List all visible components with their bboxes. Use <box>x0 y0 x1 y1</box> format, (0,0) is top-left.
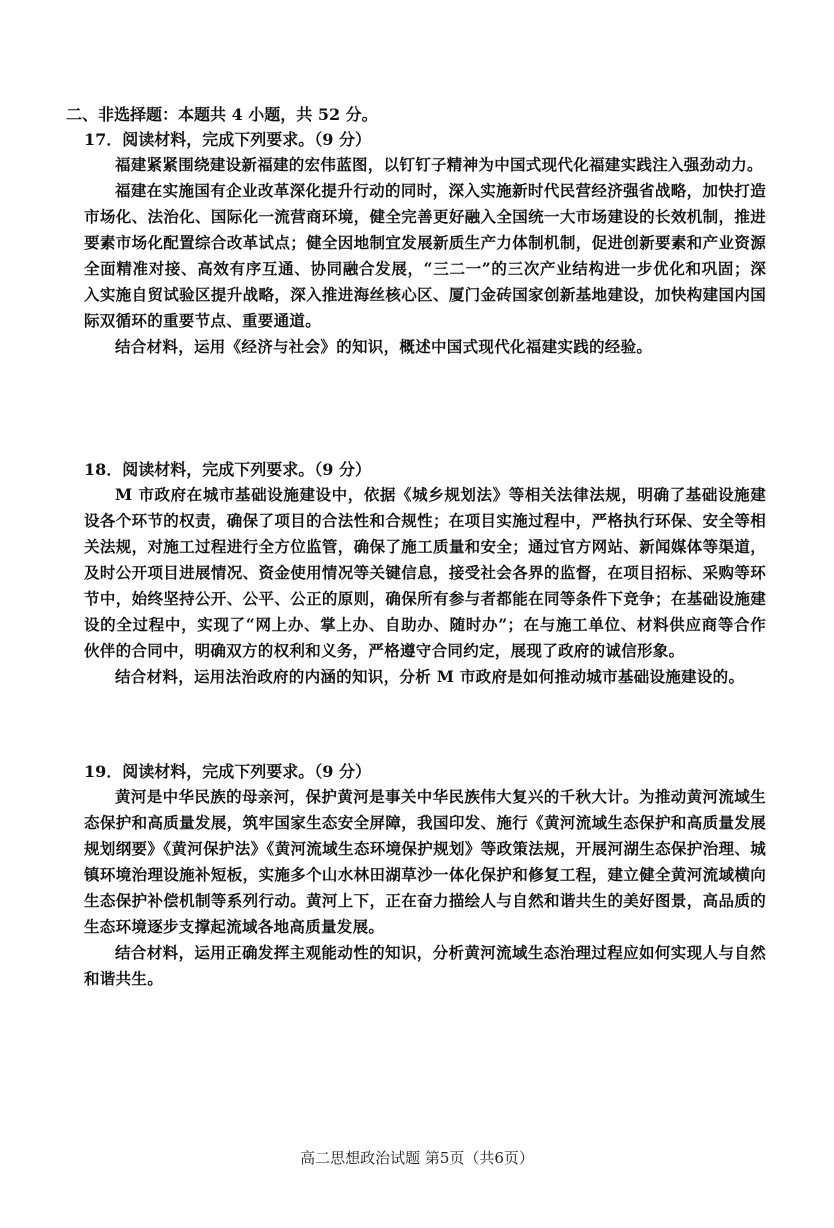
question-18 <box>66 458 766 690</box>
question-title: 18．阅读材料，完成下列要求。（9 分） <box>84 460 371 479</box>
section-heading: 二、非选择题：本题共 4 小题，共 52 分。 <box>66 105 378 124</box>
page-footer: 高二思想政治试题 第5页（共6页） <box>300 1149 534 1167</box>
material-paragraph: 黄河是中华民族的母亲河，保护黄河是事关中华民族伟大复兴的千秋大计。为推动黄河流域生态保护和高质量发展，筑牢国家生态安全屏障，我国印发、施行《黄河流域生态保护和高质量发展规划纲要》《黄河保护法》《黄河流域生态环境保护规划》等政策法规，开展河湖生态保护治理、城镇环境治理设施补短板，实施多个山水林田湖草沙一体化保护和修复工程，建立健全黄河流域横向生态保护补偿机制等系列行动。黄河上下，正在奋力描绘人与自然和谐共生的美好图景，高品质的生态环境逐步支撑起流域各地高质量发展。 <box>84 787 766 936</box>
question-17 <box>66 128 766 360</box>
question-19 <box>66 760 766 992</box>
question-title: 17．阅读材料，完成下列要求。（9 分） <box>84 130 371 149</box>
material-paragraph: 福建在实施国有企业改革深化提升行动的同时，深入实施新时代民营经济强省战略，加快打造市场化、法治化、国际化一流营商环境，健全完善更好融入全国统一大市场建设的长效机制，推进要素市场化配置综合改革试点；健全因地制宜发展新质生产力体制机制，促进创新要素和产业资源全面精准对接、高效有序互通、协同融合发展，“三二一”的三次产业结构进一步优化和巩固；深入实施自贸试验区提升战略，深入推进海丝核心区、厦门金砖国家创新基地建设，加快构建国内国际双循环的重要节点、重要通道。 <box>84 181 766 330</box>
question-task: 结合材料，运用法治政府的内涵的知识，分析 M 市政府是如何推动城市基础设施建设的。 <box>115 667 745 686</box>
question-task: 结合材料，运用《经济与社会》的知识，概述中国式现代化福建实践的经验。 <box>115 337 653 356</box>
question-task: 结合材料，运用正确发挥主观能动性的知识，分析黄河流域生态治理过程应如何实现人与自然和谐共生。 <box>84 943 766 988</box>
material-paragraph: 福建紧紧围绕建设新福建的宏伟蓝图，以钉钉子精神为中国式现代化福建实践注入强劲动力。 <box>115 155 763 174</box>
material-paragraph: M 市政府在城市基础设施建设中，依据《城乡规划法》等相关法律法规，明确了基础设施建设各个环节的权责，确保了项目的合法性和合规性；在项目实施过程中，严格执行环保、安全等相关法规，对施工过程进行全方位监管，确保了施工质量和安全；通过官方网站、新闻媒体等渠道，及时公开项目进展情况、资金使用情况等关键信息，接受社会各界的监督，在项目招标、采购等环节中，始终坚持公开、公平、公正的原则，确保所有参与者都能在同等条件下竞争；在基础设施建设的全过程中，实现了“网上办、掌上办、自助办、随时办”；在与施工单位、材料供应商等合作伙伴的合同中，明确双方的权利和义务，严格遵守合同约定，展现了政府的诚信形象。 <box>84 485 766 660</box>
question-title: 19．阅读材料，完成下列要求。（9 分） <box>84 762 371 781</box>
